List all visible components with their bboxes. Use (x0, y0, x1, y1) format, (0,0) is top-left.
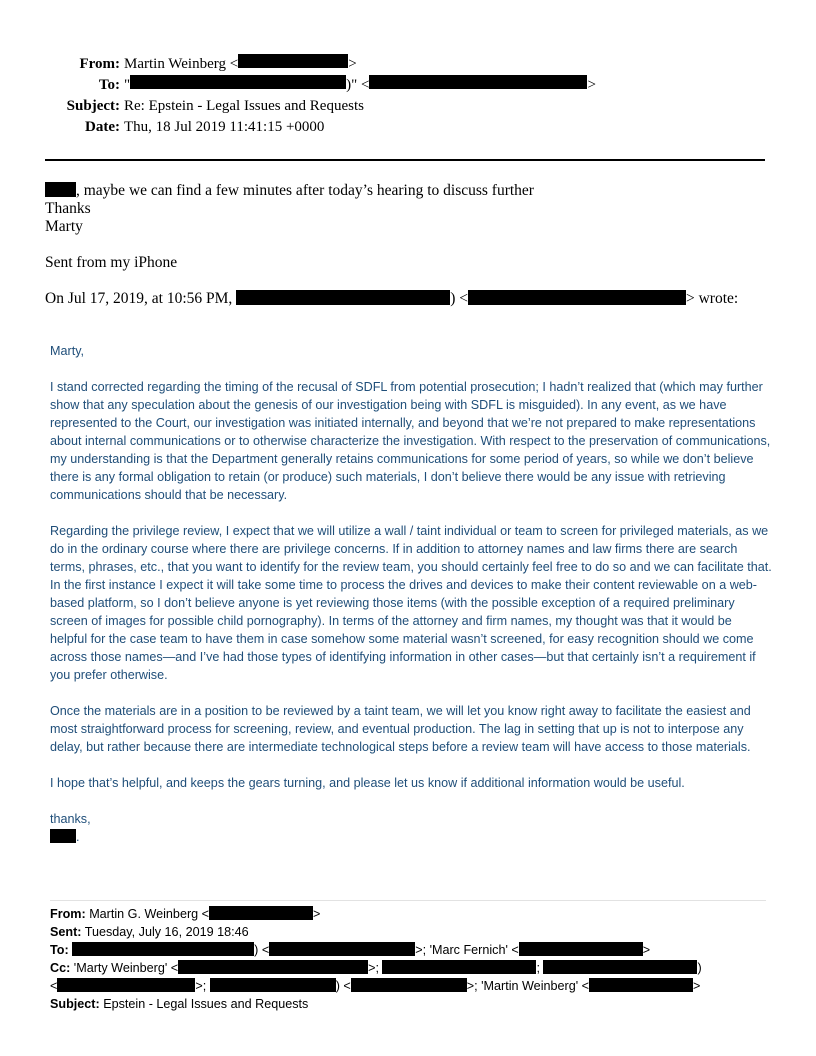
from-name: Martin Weinberg < (124, 56, 239, 72)
redaction (543, 960, 697, 974)
fwd-cc-part: < (50, 979, 58, 993)
fwd-subject-value: Epstein - Legal Issues and Requests (103, 997, 309, 1011)
redaction (210, 978, 336, 992)
fwd-sent-label: Sent: (50, 925, 82, 939)
redaction (468, 290, 686, 305)
to-mid: )" < (346, 77, 370, 93)
fwd-sent-value: Tuesday, July 16, 2019 18:46 (84, 925, 249, 939)
fwd-from-label: From: (50, 907, 86, 921)
fwd-cc-part: ) (697, 961, 702, 975)
redaction (236, 290, 450, 305)
reply-line-4: Sent from my iPhone (45, 254, 178, 271)
fwd-to-label: To: (50, 943, 69, 957)
fwd-from-value: Martin G. Weinberg < (89, 907, 209, 921)
reply-body (45, 182, 534, 272)
signature-period: . (76, 830, 80, 844)
fwd-to-row (50, 941, 770, 959)
fwd-cc-part: >; (195, 979, 207, 993)
reply-line-1 (45, 182, 534, 200)
fwd-sent-row (50, 923, 770, 941)
fwd-cc-part: > (692, 979, 701, 993)
fwd-to-part: > (642, 943, 651, 957)
fwd-subject-label: Subject: (50, 997, 100, 1011)
subject-label: Subject: (66, 98, 120, 114)
wrote-suffix: > wrote: (685, 290, 739, 307)
fwd-to-part: ) < (254, 943, 270, 957)
header-divider (45, 159, 765, 161)
fwd-cc-part: ) < (335, 979, 351, 993)
fwd-cc-row-2 (50, 977, 770, 995)
redaction (50, 829, 76, 843)
quote-paragraph-3: Once the materials are in a position to be reviewed by a taint team, we will let you know right away to facilitate the easiest and most straightforward process for screening, review, and eventual production. The lag in setting that up is not to interpose any delay, but rather because there are intermediate technological steps before a review team will have access to those materials. (50, 704, 751, 754)
fwd-to-part: >; 'Marc Fernich' < (415, 943, 519, 957)
to-open: " (124, 77, 131, 93)
wrote-line (45, 290, 738, 308)
quote-paragraph-1: I stand corrected regarding the timing of the recusal of SDFL from potential prosecution; I hadn’t realized that (which may further show that any speculation about the genesis of our investigation being with SDFL is misguided). In any event, as we have represented to the Court, our investigation was initiated internally, and beyond that we’re not prepared to make representations about internal communications or to otherwise characterize the investigation. With respect to the preservation of communications, my understanding is that the Department generally retains communications for some period of years, so while we don’t believe there is any formal obligation to retain (or produce) such materials, I don’t believe there would be any issue with retrieving communications should that be necessary. (50, 380, 771, 502)
from-close: > (348, 56, 357, 72)
header-date-row (46, 117, 596, 138)
redaction (589, 978, 693, 992)
forward-divider (50, 900, 766, 901)
redaction (45, 182, 76, 197)
redaction (178, 960, 368, 974)
fwd-cc-part: ; (536, 961, 540, 975)
fwd-from-row (50, 905, 770, 923)
header-subject-row (46, 96, 596, 117)
quote-salutation: Marty, (50, 344, 85, 358)
quote-signature (50, 828, 772, 846)
date-label: Date: (85, 119, 120, 135)
fwd-cc-label: Cc: (50, 961, 71, 975)
reply-line-3: Marty (45, 218, 83, 235)
quoted-message (50, 342, 772, 846)
redaction (382, 960, 536, 974)
wrote-prefix: On Jul 17, 2019, at 10:56 PM, (45, 290, 233, 307)
fwd-cc-part: >; (368, 961, 379, 975)
quote-paragraph-2: Regarding the privilege review, I expect that we will utilize a wall / taint individual or team to screen for privileged materials, as we do in the ordinary course where there are privilege concerns. If in addition to attorney names and law firms there are search terms, phrases, etc., that you want to identify for the review team, you should certainly feel free to do so and we can facilitate that. In the first instance I expect it will take some time to process the drives and devices to make their content reviewable on a web-based platform, so I don’t believe anyone is yet reviewing those items (with the possible exception of a required preliminary screen of images for possible child pornography). In terms of the attorney and firm names, my thought was that it would be helpful for the case team to have them in case somehow some material wasn’t screened, for easy recognition should we come across those names—and I’ve had those types of identifying information in other cases—but that certainly isn’t a requirement if you prefer otherwise. (50, 524, 772, 682)
fwd-subject-row (50, 995, 770, 1013)
redaction (209, 906, 313, 920)
quote-paragraph-4: I hope that’s helpful, and keeps the gears turning, and please let us know if additional information would be useful. (50, 776, 685, 790)
quote-closing: thanks, (50, 812, 91, 826)
fwd-from-close: > (313, 907, 321, 921)
redaction (238, 54, 348, 68)
subject-value: Re: Epstein - Legal Issues and Requests (124, 98, 364, 114)
reply-text: , maybe we can find a few minutes after today’s hearing to discuss further (76, 182, 534, 199)
header-to-row (46, 75, 596, 96)
from-label: From: (79, 56, 120, 72)
redaction (57, 978, 195, 992)
redaction (519, 942, 643, 956)
wrote-mid: ) < (450, 290, 468, 307)
reply-line-2: Thanks (45, 200, 91, 217)
redaction (130, 75, 346, 89)
fwd-cc-part: >; 'Martin Weinberg' < (466, 979, 589, 993)
forwarded-header (50, 905, 770, 1013)
date-value: Thu, 18 Jul 2019 11:41:15 +0000 (124, 119, 325, 135)
redaction (269, 942, 415, 956)
to-label: To: (98, 77, 120, 93)
fwd-cc-part: 'Marty Weinberg' < (73, 961, 179, 975)
to-close: > (587, 77, 596, 93)
fwd-cc-row (50, 959, 770, 977)
email-header (46, 54, 596, 138)
redaction (351, 978, 467, 992)
redaction (72, 942, 254, 956)
redaction (369, 75, 587, 89)
header-from-row (46, 54, 596, 75)
